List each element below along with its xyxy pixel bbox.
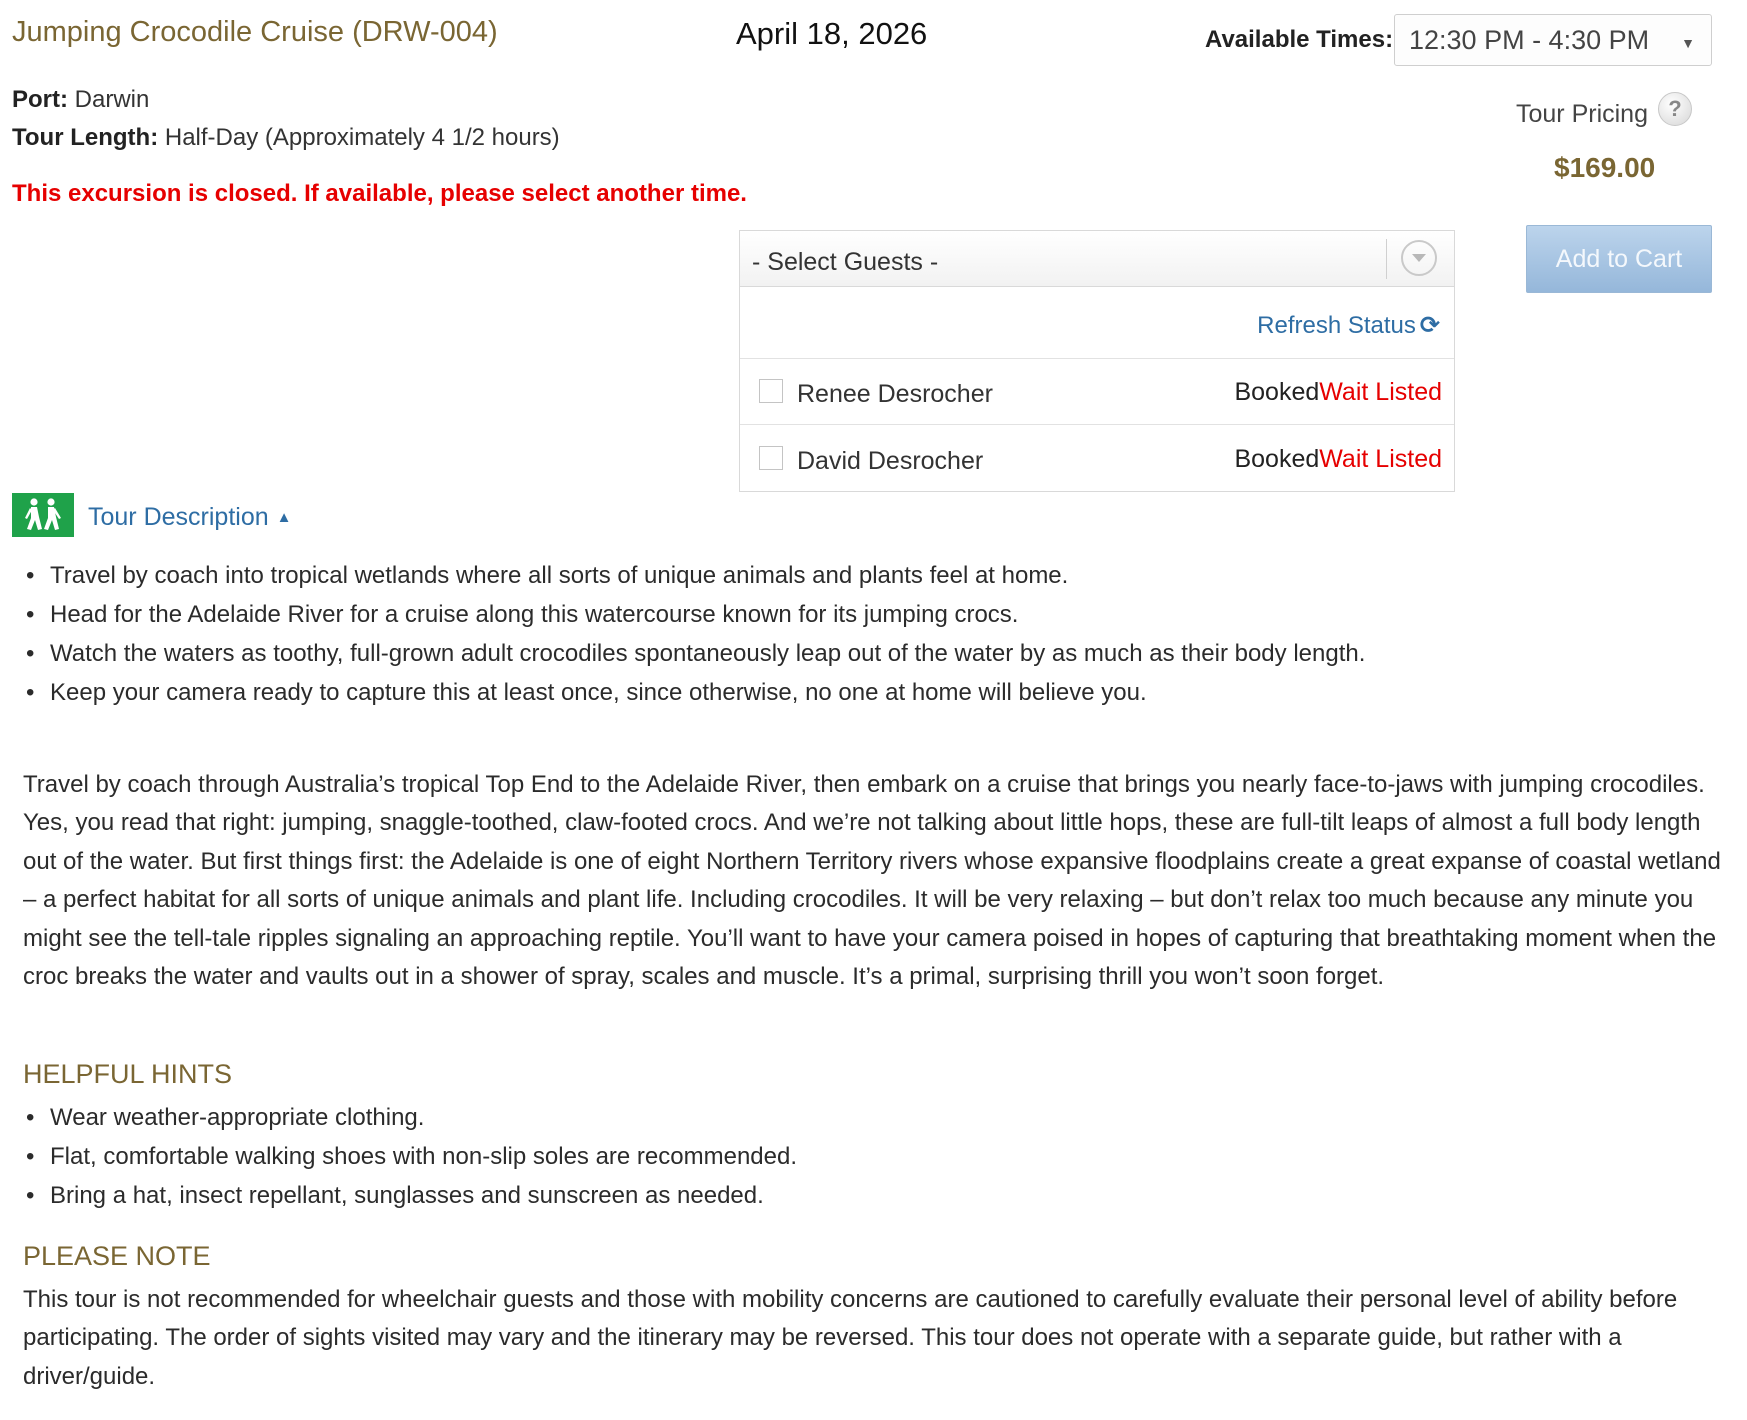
tour-overview: Travel by coach through Australia’s tropical Top End to the Adelaide River, then embark on a cruise that brings you nearly face-to-jaws with jumping crocodiles. Yes, you read that right: jumping, snaggle-toothed, claw-footed crocs. And we’re not talking about little hops, these are full-tilt leaps of almost a full body length out of the water. But first things first: the Adelaide is one of eight Northern Territory rivers whose expansive floodplains create a great expanse of coastal wetland – a perfect habitat for all sorts of unique animals and plant life. Including crocodiles. It will be very relaxing – but don’t relax too much because any minute you might see the tell-tale ripples signaling an approaching reptile. You’ll want to have your camera poised in hopes of capturing that breathtaking moment when the croc breaks the water and vaults out in a shower of spray, scales and muscle. It’s a primal, surprising thrill you won’t soon forget.: [23, 771, 1721, 991]
refresh-icon: ⟳: [1419, 312, 1440, 339]
tour-pricing-label: Tour Pricing: [1516, 100, 1648, 128]
selected-time-value: 12:30 PM - 4:30 PM: [1409, 25, 1650, 55]
booked-status: Booked: [1234, 378, 1320, 406]
available-times-select[interactable]: [1394, 14, 1712, 66]
guest-status: [1234, 378, 1442, 407]
tour-description-toggle[interactable]: [88, 503, 292, 532]
tour-price: $169.00: [1554, 152, 1656, 183]
list-item: • Bring a hat, insect repellant, sunglasses and sunscreen as needed.: [26, 1181, 797, 1220]
refresh-status-label: Refresh Status: [1257, 312, 1416, 339]
tour-length-label: Tour Length:: [12, 124, 159, 151]
please-note-heading: PLEASE NOTE: [23, 1241, 211, 1271]
helpful-hints-heading: HELPFUL HINTS: [23, 1059, 233, 1089]
guest-row: [740, 358, 1454, 425]
guest-row: [740, 425, 1454, 491]
wait-listed-status: Wait Listed: [1319, 445, 1442, 473]
list-item: • Watch the waters as toothy, full-grown adult crocodiles spontaneously leap out of the water by as much as their body length.: [26, 639, 1365, 678]
guest-checkbox[interactable]: [759, 379, 783, 403]
guest-name: David Desrocher: [797, 447, 984, 475]
tour-length-line: [12, 124, 560, 152]
available-times-label: Available Times:: [1205, 26, 1394, 53]
booked-status: Booked: [1234, 445, 1320, 473]
tour-description-label: Tour Description: [88, 503, 269, 531]
dropdown-divider: [1386, 239, 1387, 279]
closed-status-message: This excursion is closed. If available, please select another time.: [12, 180, 747, 207]
guest-checkbox[interactable]: [759, 446, 783, 470]
collapse-arrow-icon: ▲: [276, 509, 292, 526]
refresh-row: [740, 287, 1454, 359]
list-item: • Flat, comfortable walking shoes with non-slip soles are recommended.: [26, 1142, 797, 1181]
guest-name: Renee Desrocher: [797, 380, 993, 408]
port-line: [12, 86, 149, 114]
list-item: • Head for the Adelaide River for a cruise along this watercourse known for its jumping crocs.: [26, 600, 1365, 639]
dropdown-caret-icon: ▼: [1681, 35, 1695, 51]
port-label: Port:: [12, 86, 68, 113]
list-item: • Wear weather-appropriate clothing.: [26, 1103, 797, 1142]
chevron-down-icon[interactable]: [1401, 240, 1437, 276]
add-to-cart-button[interactable]: Add to Cart: [1526, 225, 1712, 293]
guest-status: [1234, 445, 1442, 474]
tour-length-value: Half-Day (Approximately 4 1/2 hours): [164, 124, 560, 151]
select-guests-placeholder: - Select Guests -: [752, 248, 939, 276]
refresh-status-link[interactable]: [1257, 311, 1440, 340]
hikers-icon: [12, 493, 74, 537]
list-item: • Keep your camera ready to capture this at least once, since otherwise, no one at home will believe you.: [26, 678, 1365, 717]
tour-title: Jumping Crocodile Cruise (DRW-004): [12, 16, 498, 48]
guest-selection-panel: [739, 230, 1455, 492]
wait-listed-status: Wait Listed: [1319, 378, 1442, 406]
help-icon[interactable]: ?: [1658, 92, 1692, 126]
list-item: • Travel by coach into tropical wetlands where all sorts of unique animals and plants feel at home.: [26, 561, 1365, 600]
select-guests-dropdown[interactable]: [740, 231, 1454, 287]
helpful-hints-list: [26, 1103, 797, 1220]
highlights-list: [26, 561, 1365, 717]
please-note-text: This tour is not recommended for wheelchair guests and those with mobility concerns are cautioned to carefully evaluate their personal level of ability before participating. The order of sights visited may vary and the itinerary may be reversed. This tour does not operate with a separate guide, but rather with a driver/guide.: [23, 1286, 1678, 1390]
tour-date: April 18, 2026: [736, 16, 928, 51]
port-value: Darwin: [74, 86, 150, 113]
